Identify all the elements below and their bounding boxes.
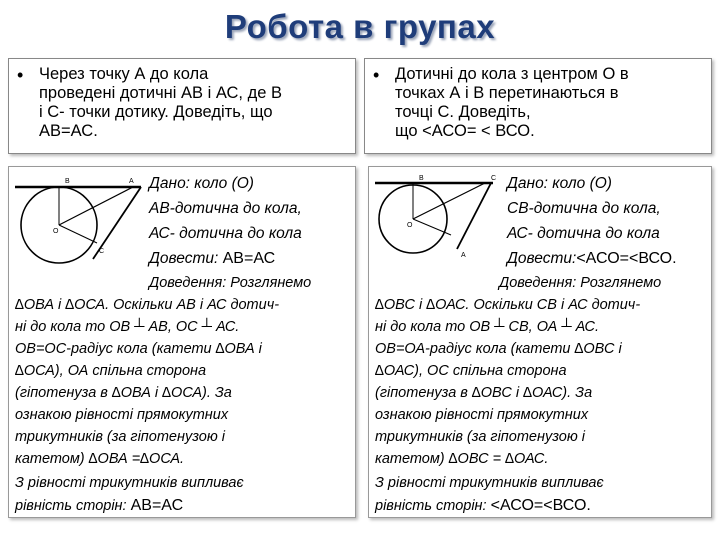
proof-line: трикутників (за гіпотенузою і: [375, 429, 586, 445]
proof-line: Доведення: Розглянемо: [499, 275, 662, 291]
task-box-left: [8, 58, 356, 154]
prove-line: Довести:<АСО=<ВСО.: [507, 250, 677, 267]
proof-line: трикутників (за гіпотенузою і: [15, 429, 226, 445]
task-text-right: Дотичні до кола з центром О в точках А і В перетинаються в точці С. Доведіть, що <АСО= < ВСО.: [395, 65, 629, 140]
final-line: рівність сторін: АВ=АС: [15, 497, 184, 514]
point-label-b: B: [65, 178, 70, 185]
proof-line: (гіпотенуза в ∆ОВС і ∆ОАС). За: [375, 385, 593, 401]
point-label-b: B: [419, 175, 424, 182]
given-block-left: [149, 171, 302, 271]
proof-line: ні до кола то ОВ ┴ СВ, ОА ┴ АС.: [375, 319, 600, 335]
proof-line: ОВ=ОС-радіус кола (катети ∆ОВА і: [15, 341, 262, 357]
tangent-line-ca: [457, 183, 491, 249]
given-line: АС- дотична до кола: [507, 225, 660, 242]
geometry-figure-left: [13, 171, 147, 271]
point-label-o: O: [407, 222, 413, 229]
given-block-right: [507, 171, 677, 271]
proof-line: ∆ОВС і ∆ОАС. Оскільки СВ і АС дотич-: [375, 297, 641, 313]
given-line: АС- дотична до кола: [149, 225, 302, 242]
proof-line: З рівності трикутників випливає: [15, 475, 244, 491]
proof-line: Доведення: Розглянемо: [149, 275, 312, 291]
task-text-left: Через точку А до кола проведені дотичні АВ і АС, де В і С- точки дотику. Доведіть, що АВ=АС.: [39, 65, 282, 140]
page-title: Робота в групах: [224, 8, 496, 45]
proof-line: З рівності трикутників випливає: [375, 475, 604, 491]
proof-line: ні до кола то ОВ ┴ АВ, ОС ┴ АС.: [15, 319, 240, 335]
point-label-c: C: [491, 175, 497, 182]
bullet: •: [17, 65, 24, 85]
proof-line: ∆ОСА), ОА спільна сторона: [15, 363, 207, 379]
point-label-a: A: [461, 252, 466, 259]
given-line: Дано: коло (О): [507, 175, 612, 192]
prove-line: Довести: АВ=АС: [149, 250, 276, 267]
given-line: Дано: коло (О): [149, 175, 254, 192]
proof-line: ∆ОАС), ОС спільна сторона: [375, 363, 567, 379]
proof-line: катетом) ∆ОВА =∆ОСА.: [15, 451, 185, 467]
given-line: АВ-дотична до кола,: [149, 200, 302, 217]
geometry-figure-right: [373, 171, 501, 263]
proof-panel-left: [8, 166, 356, 518]
proof-line: ознакою рівності прямокутних: [15, 407, 229, 423]
given-line: СВ-дотична до кола,: [507, 200, 661, 217]
proof-line: ознакою рівності прямокутних: [375, 407, 589, 423]
proof-line: ∆ОВА і ∆ОСА. Оскільки АВ і АС дотич-: [15, 297, 280, 313]
proof-panel-right: [368, 166, 712, 518]
proof-line: (гіпотенуза в ∆ОВА і ∆ОСА). За: [15, 385, 232, 401]
bullet: •: [373, 65, 380, 85]
proof-line: катетом) ∆ОВС = ∆ОАС.: [375, 451, 549, 467]
final-line: рівність сторін: <АСО=<ВСО.: [375, 497, 591, 514]
task-box-right: [364, 58, 712, 154]
segment-oc: [413, 183, 485, 219]
proof-line: ОВ=ОА-радіус кола (катети ∆ОВС і: [375, 341, 622, 357]
radius-oc: [59, 225, 97, 243]
point-label-c: C: [99, 248, 105, 255]
point-label-a: A: [129, 178, 134, 185]
point-label-o: O: [53, 228, 59, 235]
